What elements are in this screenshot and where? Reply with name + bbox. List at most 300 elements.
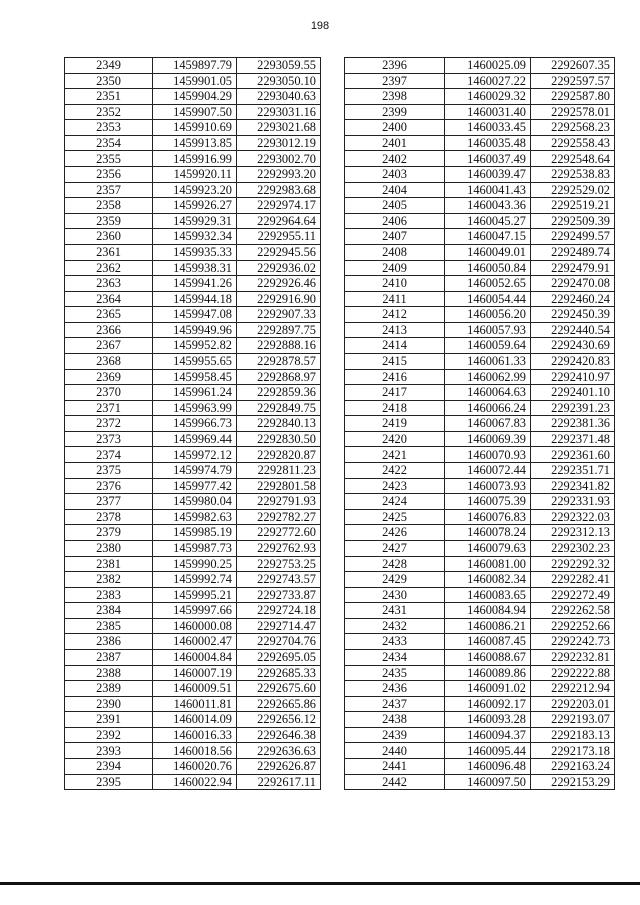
x-coordinate-cell: 1460064.63 — [445, 385, 531, 401]
y-coordinate-cell: 2292391.23 — [531, 400, 615, 416]
y-coordinate-cell: 2292888.16 — [237, 338, 321, 354]
table-row — [65, 369, 321, 385]
table-row — [345, 135, 615, 151]
x-coordinate-cell: 1460027.22 — [445, 73, 531, 89]
x-coordinate-cell: 1459901.05 — [153, 73, 237, 89]
x-coordinate-cell: 1460089.86 — [445, 665, 531, 681]
table-row — [345, 276, 615, 292]
point-number-cell: 2428 — [345, 556, 445, 572]
table-row — [65, 338, 321, 354]
table-row — [345, 509, 615, 525]
table-row — [65, 774, 321, 790]
table-row — [345, 603, 615, 619]
y-coordinate-cell: 2292907.33 — [237, 307, 321, 323]
point-number-cell: 2395 — [65, 774, 153, 790]
x-coordinate-cell: 1460083.65 — [445, 587, 531, 603]
table-row — [345, 58, 615, 74]
table-row — [65, 291, 321, 307]
point-number-cell: 2420 — [345, 431, 445, 447]
point-number-cell: 2412 — [345, 307, 445, 323]
point-number-cell: 2416 — [345, 369, 445, 385]
table-row — [345, 369, 615, 385]
table-row — [345, 229, 615, 245]
table-row — [345, 213, 615, 229]
x-coordinate-cell: 1460092.17 — [445, 696, 531, 712]
y-coordinate-cell: 2292811.23 — [237, 463, 321, 479]
point-number-cell: 2363 — [65, 276, 153, 292]
table-row — [65, 182, 321, 198]
bottom-rule — [0, 882, 640, 885]
point-number-cell: 2401 — [345, 135, 445, 151]
table-row — [65, 244, 321, 260]
point-number-cell: 2380 — [65, 540, 153, 556]
point-number-cell: 2358 — [65, 198, 153, 214]
y-coordinate-cell: 2292212.94 — [531, 681, 615, 697]
table-row — [345, 89, 615, 105]
x-coordinate-cell: 1460069.39 — [445, 431, 531, 447]
point-number-cell: 2417 — [345, 385, 445, 401]
point-number-cell: 2368 — [65, 353, 153, 369]
table-row — [65, 463, 321, 479]
y-coordinate-cell: 2292252.66 — [531, 618, 615, 634]
point-number-cell: 2376 — [65, 478, 153, 494]
point-number-cell: 2367 — [65, 338, 153, 354]
table-row — [345, 649, 615, 665]
y-coordinate-cell: 2292840.13 — [237, 416, 321, 432]
table-row — [65, 634, 321, 650]
y-coordinate-cell: 2293012.19 — [237, 135, 321, 151]
x-coordinate-cell: 1459938.31 — [153, 260, 237, 276]
y-coordinate-cell: 2292361.60 — [531, 447, 615, 463]
x-coordinate-cell: 1459907.50 — [153, 104, 237, 120]
point-number-cell: 2442 — [345, 774, 445, 790]
table-row — [345, 743, 615, 759]
x-coordinate-cell: 1460029.32 — [445, 89, 531, 105]
y-coordinate-cell: 2292331.93 — [531, 494, 615, 510]
point-number-cell: 2382 — [65, 572, 153, 588]
y-coordinate-cell: 2292733.87 — [237, 587, 321, 603]
point-number-cell: 2431 — [345, 603, 445, 619]
x-coordinate-cell: 1460041.43 — [445, 182, 531, 198]
point-number-cell: 2349 — [65, 58, 153, 74]
table-row — [345, 167, 615, 183]
table-row — [65, 759, 321, 775]
x-coordinate-cell: 1459944.18 — [153, 291, 237, 307]
x-coordinate-cell: 1460043.36 — [445, 198, 531, 214]
x-coordinate-cell: 1459941.26 — [153, 276, 237, 292]
y-coordinate-cell: 2292926.46 — [237, 276, 321, 292]
y-coordinate-cell: 2292916.90 — [237, 291, 321, 307]
y-coordinate-cell: 2292509.39 — [531, 213, 615, 229]
x-coordinate-cell: 1459980.04 — [153, 494, 237, 510]
point-number-cell: 2425 — [345, 509, 445, 525]
table-row — [345, 385, 615, 401]
point-number-cell: 2398 — [345, 89, 445, 105]
point-number-cell: 2396 — [345, 58, 445, 74]
table-row — [65, 276, 321, 292]
point-number-cell: 2422 — [345, 463, 445, 479]
table-row — [345, 525, 615, 541]
x-coordinate-cell: 1460018.56 — [153, 743, 237, 759]
y-coordinate-cell: 2292597.57 — [531, 73, 615, 89]
x-coordinate-cell: 1459961.24 — [153, 385, 237, 401]
x-coordinate-cell: 1459916.99 — [153, 151, 237, 167]
x-coordinate-cell: 1460088.67 — [445, 649, 531, 665]
table-row — [345, 696, 615, 712]
table-row — [65, 322, 321, 338]
table-row — [65, 307, 321, 323]
point-number-cell: 2393 — [65, 743, 153, 759]
table-row — [345, 182, 615, 198]
x-coordinate-cell: 1459949.96 — [153, 322, 237, 338]
x-coordinate-cell: 1460075.39 — [445, 494, 531, 510]
point-number-cell: 2379 — [65, 525, 153, 541]
x-coordinate-cell: 1459963.99 — [153, 400, 237, 416]
x-coordinate-cell: 1460091.02 — [445, 681, 531, 697]
y-coordinate-cell: 2292371.48 — [531, 431, 615, 447]
y-coordinate-cell: 2292714.47 — [237, 618, 321, 634]
point-number-cell: 2413 — [345, 322, 445, 338]
point-number-cell: 2384 — [65, 603, 153, 619]
table-row — [345, 618, 615, 634]
table-row — [65, 509, 321, 525]
point-number-cell: 2432 — [345, 618, 445, 634]
table-row — [65, 603, 321, 619]
table-row — [65, 618, 321, 634]
y-coordinate-cell: 2292203.01 — [531, 696, 615, 712]
x-coordinate-cell: 1460067.83 — [445, 416, 531, 432]
y-coordinate-cell: 2292830.50 — [237, 431, 321, 447]
point-number-cell: 2357 — [65, 182, 153, 198]
y-coordinate-cell: 2292607.35 — [531, 58, 615, 74]
y-coordinate-cell: 2292282.41 — [531, 572, 615, 588]
x-coordinate-cell: 1460059.64 — [445, 338, 531, 354]
table-row — [345, 338, 615, 354]
table-row — [65, 151, 321, 167]
table-row — [65, 58, 321, 74]
point-number-cell: 2427 — [345, 540, 445, 556]
x-coordinate-cell: 1460045.27 — [445, 213, 531, 229]
x-coordinate-cell: 1460035.48 — [445, 135, 531, 151]
x-coordinate-cell: 1460093.28 — [445, 712, 531, 728]
table-row — [65, 556, 321, 572]
x-coordinate-cell: 1460050.84 — [445, 260, 531, 276]
point-number-cell: 2365 — [65, 307, 153, 323]
x-coordinate-cell: 1459982.63 — [153, 509, 237, 525]
x-coordinate-cell: 1460076.83 — [445, 509, 531, 525]
y-coordinate-cell: 2292936.02 — [237, 260, 321, 276]
table-row — [345, 665, 615, 681]
y-coordinate-cell: 2292538.83 — [531, 167, 615, 183]
x-coordinate-cell: 1459920.11 — [153, 167, 237, 183]
y-coordinate-cell: 2292222.88 — [531, 665, 615, 681]
point-number-cell: 2385 — [65, 618, 153, 634]
point-number-cell: 2361 — [65, 244, 153, 260]
y-coordinate-cell: 2292772.60 — [237, 525, 321, 541]
x-coordinate-cell: 1460016.33 — [153, 727, 237, 743]
x-coordinate-cell: 1460022.94 — [153, 774, 237, 790]
y-coordinate-cell: 2292163.24 — [531, 759, 615, 775]
y-coordinate-cell: 2292868.97 — [237, 369, 321, 385]
table-row — [345, 478, 615, 494]
table-row — [65, 478, 321, 494]
x-coordinate-cell: 1459897.79 — [153, 58, 237, 74]
y-coordinate-cell: 2292801.58 — [237, 478, 321, 494]
x-coordinate-cell: 1460096.48 — [445, 759, 531, 775]
y-coordinate-cell: 2292685.33 — [237, 665, 321, 681]
point-number-cell: 2407 — [345, 229, 445, 245]
table-row — [345, 307, 615, 323]
x-coordinate-cell: 1460078.24 — [445, 525, 531, 541]
x-coordinate-cell: 1460047.15 — [445, 229, 531, 245]
point-number-cell: 2397 — [345, 73, 445, 89]
x-coordinate-cell: 1460004.84 — [153, 649, 237, 665]
table-row — [345, 198, 615, 214]
y-coordinate-cell: 2292262.58 — [531, 603, 615, 619]
x-coordinate-cell: 1460039.47 — [445, 167, 531, 183]
table-row — [345, 260, 615, 276]
x-coordinate-cell: 1460094.37 — [445, 727, 531, 743]
table-row — [65, 649, 321, 665]
y-coordinate-cell: 2292420.83 — [531, 353, 615, 369]
table-row — [345, 151, 615, 167]
point-number-cell: 2409 — [345, 260, 445, 276]
table-row — [65, 447, 321, 463]
table-row — [345, 727, 615, 743]
x-coordinate-cell: 1459972.12 — [153, 447, 237, 463]
point-number-cell: 2441 — [345, 759, 445, 775]
table-row — [65, 416, 321, 432]
table-row — [345, 73, 615, 89]
x-coordinate-cell: 1459910.69 — [153, 120, 237, 136]
coordinates-table-left — [64, 57, 321, 790]
point-number-cell: 2369 — [65, 369, 153, 385]
y-coordinate-cell: 2292499.57 — [531, 229, 615, 245]
x-coordinate-cell: 1459913.85 — [153, 135, 237, 151]
page-number: 198 — [310, 20, 330, 32]
y-coordinate-cell: 2292964.64 — [237, 213, 321, 229]
point-number-cell: 2356 — [65, 167, 153, 183]
x-coordinate-cell: 1459992.74 — [153, 572, 237, 588]
table-row — [65, 525, 321, 541]
point-number-cell: 2423 — [345, 478, 445, 494]
x-coordinate-cell: 1460037.49 — [445, 151, 531, 167]
y-coordinate-cell: 2292782.27 — [237, 509, 321, 525]
point-number-cell: 2424 — [345, 494, 445, 510]
point-number-cell: 2400 — [345, 120, 445, 136]
point-number-cell: 2353 — [65, 120, 153, 136]
coordinates-table-right — [344, 57, 615, 790]
y-coordinate-cell: 2292849.75 — [237, 400, 321, 416]
x-coordinate-cell: 1459932.34 — [153, 229, 237, 245]
y-coordinate-cell: 2292153.29 — [531, 774, 615, 790]
y-coordinate-cell: 2292430.69 — [531, 338, 615, 354]
y-coordinate-cell: 2292753.25 — [237, 556, 321, 572]
point-number-cell: 2411 — [345, 291, 445, 307]
point-number-cell: 2419 — [345, 416, 445, 432]
y-coordinate-cell: 2293040.63 — [237, 89, 321, 105]
x-coordinate-cell: 1459923.20 — [153, 182, 237, 198]
y-coordinate-cell: 2292665.86 — [237, 696, 321, 712]
y-coordinate-cell: 2292302.23 — [531, 540, 615, 556]
y-coordinate-cell: 2292675.60 — [237, 681, 321, 697]
table-row — [65, 572, 321, 588]
x-coordinate-cell: 1460056.20 — [445, 307, 531, 323]
table-row — [345, 774, 615, 790]
table-row — [345, 463, 615, 479]
coordinates-table-right-body — [345, 58, 615, 790]
table-row — [65, 104, 321, 120]
table-row — [65, 665, 321, 681]
y-coordinate-cell: 2292242.73 — [531, 634, 615, 650]
y-coordinate-cell: 2292568.23 — [531, 120, 615, 136]
x-coordinate-cell: 1459977.42 — [153, 478, 237, 494]
table-row — [345, 322, 615, 338]
x-coordinate-cell: 1459947.08 — [153, 307, 237, 323]
y-coordinate-cell: 2292578.01 — [531, 104, 615, 120]
table-row — [345, 556, 615, 572]
point-number-cell: 2426 — [345, 525, 445, 541]
point-number-cell: 2406 — [345, 213, 445, 229]
table-row — [65, 120, 321, 136]
table-row — [65, 587, 321, 603]
point-number-cell: 2377 — [65, 494, 153, 510]
table-row — [65, 167, 321, 183]
table-row — [345, 120, 615, 136]
x-coordinate-cell: 1460033.45 — [445, 120, 531, 136]
y-coordinate-cell: 2292859.36 — [237, 385, 321, 401]
y-coordinate-cell: 2292312.13 — [531, 525, 615, 541]
y-coordinate-cell: 2292548.64 — [531, 151, 615, 167]
table-row — [345, 587, 615, 603]
point-number-cell: 2351 — [65, 89, 153, 105]
point-number-cell: 2362 — [65, 260, 153, 276]
table-row — [65, 135, 321, 151]
x-coordinate-cell: 1459966.73 — [153, 416, 237, 432]
table-row — [65, 494, 321, 510]
point-number-cell: 2415 — [345, 353, 445, 369]
y-coordinate-cell: 2292656.12 — [237, 712, 321, 728]
y-coordinate-cell: 2292993.20 — [237, 167, 321, 183]
y-coordinate-cell: 2292558.43 — [531, 135, 615, 151]
table-row — [65, 229, 321, 245]
point-number-cell: 2387 — [65, 649, 153, 665]
y-coordinate-cell: 2292410.97 — [531, 369, 615, 385]
x-coordinate-cell: 1460000.08 — [153, 618, 237, 634]
point-number-cell: 2408 — [345, 244, 445, 260]
x-coordinate-cell: 1460009.51 — [153, 681, 237, 697]
table-row — [345, 104, 615, 120]
y-coordinate-cell: 2292743.57 — [237, 572, 321, 588]
y-coordinate-cell: 2292292.32 — [531, 556, 615, 572]
x-coordinate-cell: 1460084.94 — [445, 603, 531, 619]
point-number-cell: 2421 — [345, 447, 445, 463]
point-number-cell: 2354 — [65, 135, 153, 151]
coordinates-table-left-body — [65, 58, 321, 790]
y-coordinate-cell: 2292322.03 — [531, 509, 615, 525]
table-row — [345, 540, 615, 556]
table-row — [65, 198, 321, 214]
x-coordinate-cell: 1460081.00 — [445, 556, 531, 572]
x-coordinate-cell: 1459990.25 — [153, 556, 237, 572]
y-coordinate-cell: 2292762.93 — [237, 540, 321, 556]
y-coordinate-cell: 2292173.18 — [531, 743, 615, 759]
point-number-cell: 2360 — [65, 229, 153, 245]
point-number-cell: 2436 — [345, 681, 445, 697]
point-number-cell: 2414 — [345, 338, 445, 354]
point-number-cell: 2350 — [65, 73, 153, 89]
y-coordinate-cell: 2293031.16 — [237, 104, 321, 120]
x-coordinate-cell: 1459969.44 — [153, 431, 237, 447]
point-number-cell: 2394 — [65, 759, 153, 775]
table-row — [345, 400, 615, 416]
x-coordinate-cell: 1460095.44 — [445, 743, 531, 759]
point-number-cell: 2359 — [65, 213, 153, 229]
point-number-cell: 2433 — [345, 634, 445, 650]
y-coordinate-cell: 2292460.24 — [531, 291, 615, 307]
y-coordinate-cell: 2292232.81 — [531, 649, 615, 665]
table-row — [345, 634, 615, 650]
y-coordinate-cell: 2293021.68 — [237, 120, 321, 136]
table-row — [65, 696, 321, 712]
x-coordinate-cell: 1460002.47 — [153, 634, 237, 650]
y-coordinate-cell: 2292617.11 — [237, 774, 321, 790]
point-number-cell: 2438 — [345, 712, 445, 728]
y-coordinate-cell: 2292519.21 — [531, 198, 615, 214]
point-number-cell: 2429 — [345, 572, 445, 588]
table-row — [65, 385, 321, 401]
y-coordinate-cell: 2292440.54 — [531, 322, 615, 338]
point-number-cell: 2434 — [345, 649, 445, 665]
point-number-cell: 2364 — [65, 291, 153, 307]
y-coordinate-cell: 2292193.07 — [531, 712, 615, 728]
x-coordinate-cell: 1459974.79 — [153, 463, 237, 479]
point-number-cell: 2405 — [345, 198, 445, 214]
x-coordinate-cell: 1459935.33 — [153, 244, 237, 260]
point-number-cell: 2352 — [65, 104, 153, 120]
point-number-cell: 2373 — [65, 431, 153, 447]
table-row — [345, 572, 615, 588]
x-coordinate-cell: 1460066.24 — [445, 400, 531, 416]
point-number-cell: 2371 — [65, 400, 153, 416]
x-coordinate-cell: 1460086.21 — [445, 618, 531, 634]
x-coordinate-cell: 1459997.66 — [153, 603, 237, 619]
y-coordinate-cell: 2292272.49 — [531, 587, 615, 603]
x-coordinate-cell: 1460072.44 — [445, 463, 531, 479]
y-coordinate-cell: 2292183.13 — [531, 727, 615, 743]
table-row — [65, 89, 321, 105]
point-number-cell: 2410 — [345, 276, 445, 292]
point-number-cell: 2388 — [65, 665, 153, 681]
y-coordinate-cell: 2292646.38 — [237, 727, 321, 743]
x-coordinate-cell: 1460031.40 — [445, 104, 531, 120]
point-number-cell: 2355 — [65, 151, 153, 167]
table-row — [65, 540, 321, 556]
point-number-cell: 2370 — [65, 385, 153, 401]
table-row — [345, 431, 615, 447]
x-coordinate-cell: 1460054.44 — [445, 291, 531, 307]
y-coordinate-cell: 2292945.56 — [237, 244, 321, 260]
x-coordinate-cell: 1459987.73 — [153, 540, 237, 556]
table-row — [345, 244, 615, 260]
x-coordinate-cell: 1459904.29 — [153, 89, 237, 105]
y-coordinate-cell: 2292341.82 — [531, 478, 615, 494]
y-coordinate-cell: 2292791.93 — [237, 494, 321, 510]
point-number-cell: 2366 — [65, 322, 153, 338]
table-row — [65, 213, 321, 229]
point-number-cell: 2437 — [345, 696, 445, 712]
table-row — [65, 743, 321, 759]
